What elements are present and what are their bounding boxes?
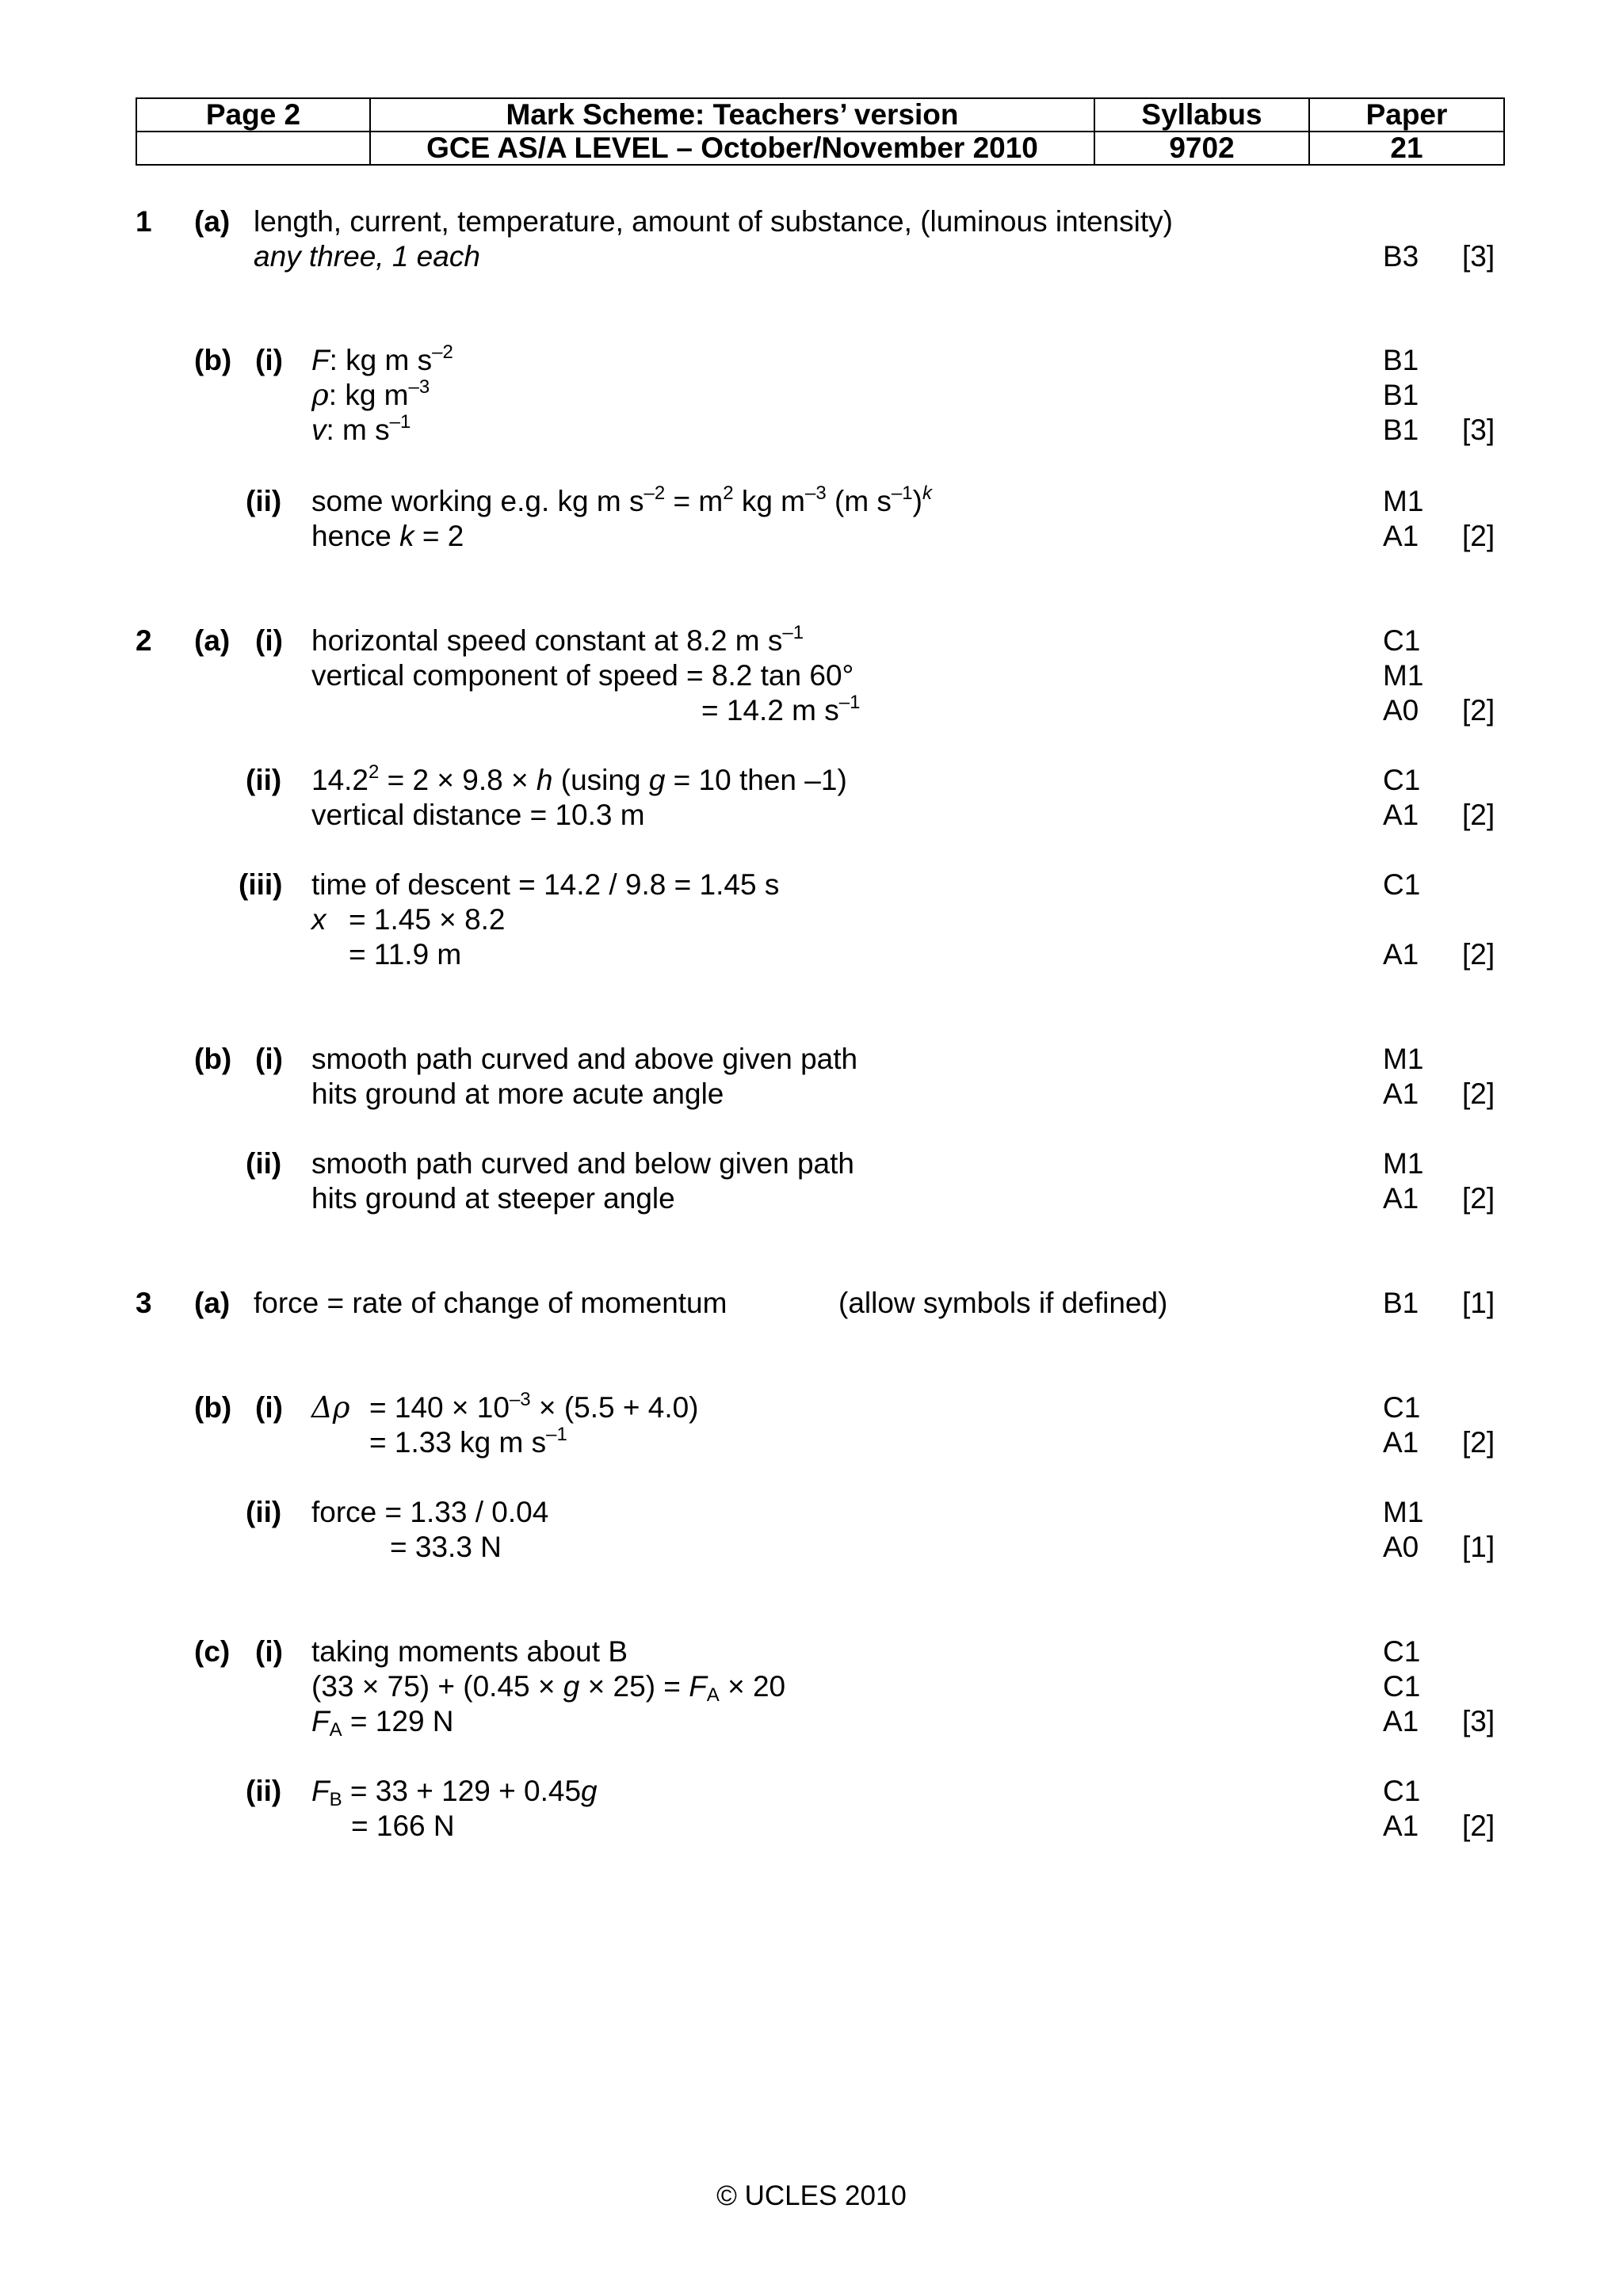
q2bi-label: (i): [255, 1043, 283, 1075]
q2aii-line2: vertical distance = 10.3 m: [311, 799, 645, 831]
q3a-mark: B1: [1383, 1287, 1419, 1319]
text: = 2 × 9.8 ×: [379, 764, 537, 796]
unit-text: : kg m s: [329, 344, 433, 376]
exponent: k: [922, 482, 932, 504]
q2bii-line2: hits ground at steeper angle: [311, 1182, 675, 1215]
q2aii-mark-1: C1: [1383, 764, 1421, 796]
exponent: 2: [723, 482, 734, 504]
text: = 2: [414, 520, 464, 552]
q1bi-mark-2: B1: [1383, 379, 1419, 411]
exponent: –3: [408, 376, 430, 398]
q3bi-mark-1: C1: [1383, 1391, 1421, 1424]
q1bii-label: (ii): [246, 485, 282, 517]
exponent: –3: [509, 1389, 531, 1410]
text: ): [912, 485, 922, 517]
q2ai-line1: [311, 624, 804, 658]
q3bi-mark-2: A1: [1383, 1426, 1419, 1459]
q1bii-line2: [311, 519, 464, 554]
q3a-note: (allow symbols if defined): [838, 1287, 1168, 1319]
q1bi-line1: [311, 343, 453, 378]
q2ai-mark-1: C1: [1383, 624, 1421, 657]
q2bi-total: [2]: [1462, 1077, 1495, 1110]
q2bii-label: (ii): [246, 1147, 282, 1180]
q3bii-line1: force = 1.33 / 0.04: [311, 1496, 549, 1528]
exponent: –1: [389, 411, 411, 433]
exponent: –1: [546, 1424, 567, 1445]
text: = m: [665, 485, 724, 517]
q2ai-line2: vertical component of speed = 8.2 tan 60°: [311, 659, 854, 692]
q3bi-total: [2]: [1462, 1426, 1495, 1459]
header-page: Page 2: [136, 98, 370, 132]
text: (m s: [826, 485, 892, 517]
symbol-F: F: [311, 1705, 330, 1737]
q3bii-line2: = 33.3 N: [390, 1531, 502, 1563]
header-syllabus-label: Syllabus: [1094, 98, 1309, 132]
q3bii-mark-2: A0: [1383, 1531, 1419, 1563]
q2aii-label: (ii): [246, 764, 282, 796]
q3cii-label: (ii): [246, 1775, 282, 1807]
text: = 140 × 10: [369, 1391, 510, 1424]
q3bi-label: (i): [255, 1391, 283, 1424]
q2aiii-mark-1: C1: [1383, 868, 1421, 901]
q2aiii-label: (iii): [239, 868, 283, 901]
text: × (5.5 + 4.0): [530, 1391, 699, 1424]
text: = 33 + 129 + 0.45: [342, 1775, 582, 1807]
q1bi-total: [3]: [1462, 414, 1495, 446]
text: horizontal speed constant at 8.2 m s: [311, 624, 783, 657]
q2aiii-mark-2: A1: [1383, 938, 1419, 971]
q2-number: 2: [136, 624, 152, 657]
text: 14.2: [311, 764, 369, 796]
q1a-label: (a): [194, 205, 231, 238]
text: × 20: [719, 1670, 786, 1703]
q1bii-mark-1: M1: [1383, 485, 1424, 517]
text: × 25) =: [579, 1670, 689, 1703]
q3ci-line2: [311, 1669, 785, 1704]
symbol-rho: ρ: [311, 378, 329, 412]
footer-copyright: © UCLES 2010: [716, 2180, 907, 2211]
q3a-label: (a): [194, 1287, 231, 1319]
text: = 10 then –1): [665, 764, 847, 796]
q1bii-line1: [311, 484, 932, 519]
symbol-v: v: [311, 414, 327, 446]
symbol-F: F: [311, 1775, 330, 1807]
q3bii-mark-1: M1: [1383, 1496, 1424, 1528]
q1bi-line2: [311, 378, 430, 413]
q2aiii-line3: = 11.9 m: [349, 938, 462, 971]
text: = 14.2 m s: [701, 694, 839, 727]
q2ai-label: (i): [255, 624, 283, 657]
header-paper-label: Paper: [1309, 98, 1504, 132]
q3cii-total: [2]: [1462, 1810, 1495, 1842]
exponent: –1: [838, 692, 861, 713]
q2aiii-symbol-x: x: [311, 903, 327, 936]
q2a-label: (a): [194, 624, 231, 657]
unit-text: : kg m: [328, 379, 409, 411]
q3c-label: (c): [194, 1635, 231, 1668]
q3ci-mark-2: C1: [1383, 1670, 1421, 1703]
header-title: Mark Scheme: Teachers’ version: [370, 98, 1094, 132]
q2bi-line1: smooth path curved and above given path: [311, 1043, 858, 1075]
q1bi-mark-3: B1: [1383, 414, 1419, 446]
q2bi-mark-1: M1: [1383, 1043, 1424, 1075]
symbol-F: F: [689, 1670, 707, 1703]
q3bi-delta-p: Δρ: [311, 1390, 350, 1425]
q1a-note: any three, 1 each: [254, 240, 480, 273]
q2aiii-line2: = 1.45 × 8.2: [349, 903, 506, 936]
q2ai-line3: [701, 693, 860, 728]
q2ai-mark-3: A0: [1383, 694, 1419, 727]
symbol-g: g: [581, 1775, 598, 1807]
q3bii-label: (ii): [246, 1496, 282, 1528]
q1bii-mark-2: A1: [1383, 520, 1419, 552]
q3cii-line2: = 166 N: [351, 1810, 455, 1842]
q3ci-label: (i): [255, 1635, 283, 1668]
q3cii-line1: [311, 1774, 598, 1809]
q2bi-line2: hits ground at more acute angle: [311, 1077, 724, 1110]
q2bi-mark-2: A1: [1383, 1077, 1419, 1110]
exponent: 2: [369, 761, 380, 783]
q3ci-line1: taking moments about B: [311, 1635, 628, 1668]
text: kg m: [733, 485, 806, 517]
text: = 1.33 kg m s: [369, 1426, 547, 1459]
symbol-g: g: [648, 764, 666, 796]
text: some working e.g. kg m s: [311, 485, 644, 517]
header-paper: 21: [1309, 132, 1504, 165]
header-empty-cell: [136, 132, 370, 165]
header-exam: GCE AS/A LEVEL – October/November 2010: [370, 132, 1094, 165]
exponent: –1: [891, 482, 913, 504]
q3cii-mark-2: A1: [1383, 1810, 1419, 1842]
q3ci-line3: [311, 1704, 454, 1739]
text: = 129 N: [342, 1705, 454, 1737]
subscript: B: [329, 1789, 342, 1810]
q2aiii-line1: time of descent = 14.2 / 9.8 = 1.45 s: [311, 868, 780, 901]
symbol-h: h: [536, 764, 553, 796]
header-table: [136, 97, 1505, 166]
q3b-label: (b): [194, 1391, 232, 1424]
q1-number: 1: [136, 205, 152, 238]
q2bii-mark-1: M1: [1383, 1147, 1424, 1180]
q1bi-label: (i): [255, 344, 283, 376]
q2bii-total: [2]: [1462, 1182, 1495, 1215]
q1bi-line3: [311, 413, 411, 448]
q3cii-mark-1: C1: [1383, 1775, 1421, 1807]
q3ci-mark-3: A1: [1383, 1705, 1419, 1737]
header-syllabus: 9702: [1094, 132, 1309, 165]
q3-number: 3: [136, 1287, 152, 1319]
q3a-total: [1]: [1462, 1287, 1495, 1319]
q2aii-mark-2: A1: [1383, 799, 1419, 831]
q1bi-mark-1: B1: [1383, 344, 1419, 376]
q2aii-total: [2]: [1462, 799, 1495, 831]
text: (using: [552, 764, 649, 796]
q3ci-mark-1: C1: [1383, 1635, 1421, 1668]
q3bi-line2: [369, 1425, 567, 1460]
symbol-F: F: [311, 344, 330, 376]
exponent: –2: [643, 482, 666, 504]
subscript: A: [706, 1684, 720, 1706]
q2bii-mark-2: A1: [1383, 1182, 1419, 1215]
text: (33 × 75) + (0.45 ×: [311, 1670, 563, 1703]
q3bii-total: [1]: [1462, 1531, 1495, 1563]
q2aii-line1: [311, 763, 847, 798]
subscript: A: [329, 1719, 342, 1741]
q2b-label: (b): [194, 1043, 232, 1075]
exponent: –1: [782, 622, 804, 643]
symbol-g: g: [563, 1670, 580, 1703]
q2ai-mark-2: M1: [1383, 659, 1424, 692]
q2bii-line1: smooth path curved and below given path: [311, 1147, 854, 1180]
exponent: –3: [805, 482, 827, 504]
q1a-text: length, current, temperature, amount of substance, (luminous intensity): [254, 205, 1173, 238]
q1b-label: (b): [194, 344, 232, 376]
q1a-mark: B3: [1383, 240, 1419, 273]
q3ci-total: [3]: [1462, 1705, 1495, 1737]
q3a-text: force = rate of change of momentum: [254, 1287, 727, 1319]
q1bii-total: [2]: [1462, 520, 1495, 552]
q1a-total: [3]: [1462, 240, 1495, 273]
q3bi-line1: [369, 1390, 699, 1425]
symbol-k: k: [399, 520, 414, 552]
q2aiii-total: [2]: [1462, 938, 1495, 971]
unit-text: : m s: [326, 414, 390, 446]
q2ai-total: [2]: [1462, 694, 1495, 727]
exponent: –2: [432, 341, 453, 363]
text: hence: [311, 520, 400, 552]
